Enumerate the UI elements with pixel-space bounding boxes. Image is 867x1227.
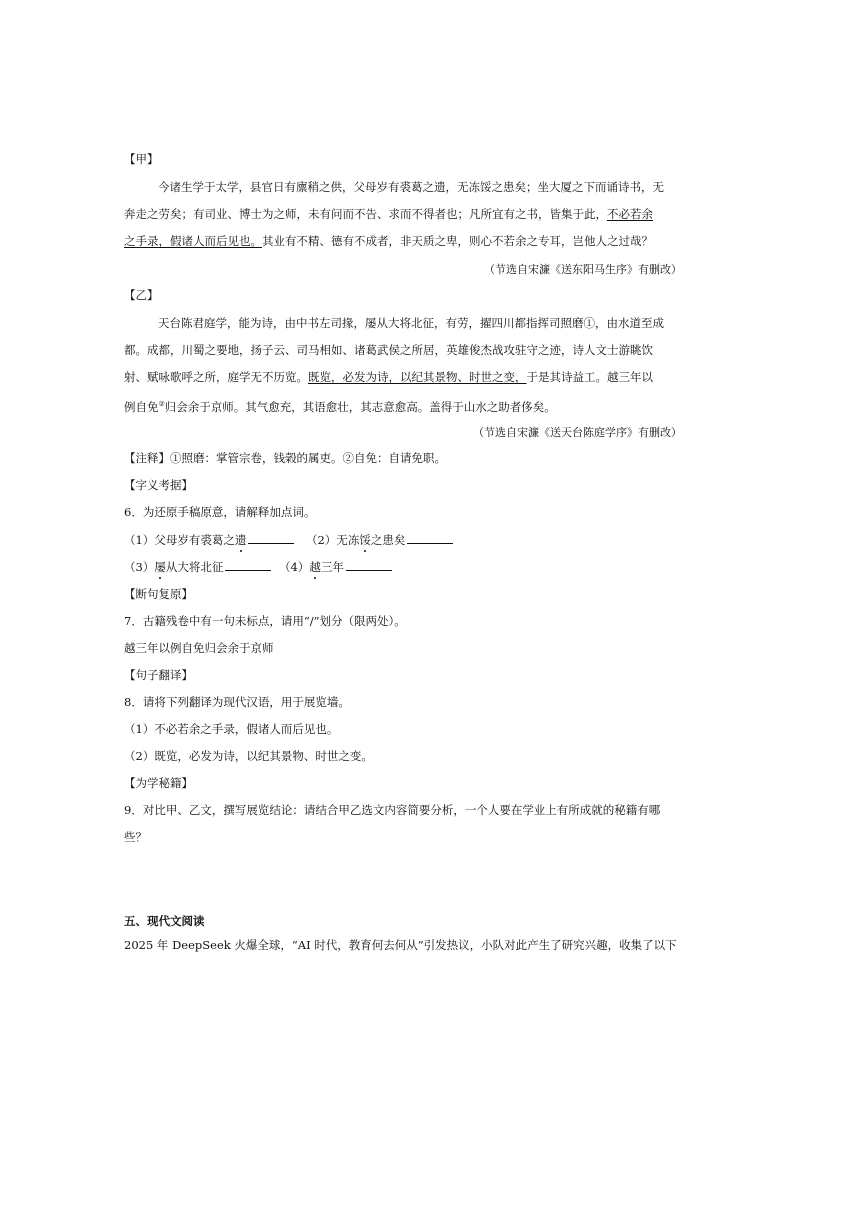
jia-paragraph-line <box>124 234 653 248</box>
section-5-title: 五、现代文阅读 <box>124 914 205 928</box>
q6-item-text: 三年 <box>320 560 344 574</box>
footnote-marker: ② <box>158 400 165 408</box>
yi-source: （节选自宋濂《送天台陈庭学序》有删改） <box>473 426 682 439</box>
yi-paragraph-line <box>124 397 556 414</box>
question-6-item-1 <box>124 532 294 547</box>
yi-paragraph-line: 天台陈君庭学，能为诗，由中书左司掾，屡从大将北征，有劳，擢四川都指挥司照磨①，由水道至成 <box>158 316 664 330</box>
section-5-intro-line: 2025 年 DeepSeek 火爆全球，“AI 时代，教育何去何从”引发热议，小队对此产生了研究兴趣，收集了以下 <box>124 938 677 952</box>
question-6-item-2 <box>306 532 453 547</box>
jia-paragraph-line <box>124 207 653 221</box>
q6-dotted-word: 遗 <box>234 533 247 547</box>
q6-item-text: （1）父母岁有裘葛之 <box>124 533 235 547</box>
yi-text: 例自免 <box>124 399 159 414</box>
jia-underlined-text: 之手录，假诸人而后见也。 <box>124 234 262 248</box>
question-7-stem: 7．古籍残卷中有一句未标点，请用“/”划分（限两处）。 <box>124 614 406 628</box>
question-8-stem: 8．请将下列翻译为现代汉语，用于展览墙。 <box>124 695 350 709</box>
question-8-item-1: （1）不必若余之手录，假诸人而后见也。 <box>124 722 339 736</box>
q6-dotted-word: 越 <box>309 560 321 574</box>
q6-item-text: （3） <box>124 560 155 574</box>
answer-blank[interactable] <box>407 532 453 544</box>
answer-blank[interactable] <box>225 559 271 571</box>
section-ziyi-header: 【字义考据】 <box>124 478 193 492</box>
yi-text: 射、赋咏歌呼之所，庭学无不历览。 <box>124 370 308 384</box>
section-fanyi-header: 【句子翻译】 <box>124 668 193 682</box>
question-9-line: 9．对比甲、乙文，撰写展览结论：请结合甲乙选文内容简要分析，一个人要在学业上有所成就的秘籍有哪 <box>124 803 661 817</box>
jia-source: （节选自宋濂《送东阳马生序》有删改） <box>484 263 682 276</box>
q6-item-text: 之患矣 <box>370 533 406 547</box>
q6-item-text: （2）无冻 <box>306 533 360 547</box>
question-9-line: 些？ <box>124 830 147 844</box>
q6-item-text: 从大将北征 <box>165 560 224 574</box>
question-6-item-3 <box>124 559 271 574</box>
jia-text: 其业有不精、德有不成者，非天质之卑，则心不若余之专耳，岂他人之过哉？ <box>262 234 653 248</box>
yi-text: 归会余于京师。其气愈充，其语愈壮，其志意愈高。盖得于山水之助者侈矣。 <box>164 399 556 414</box>
answer-blank[interactable] <box>248 532 294 544</box>
section-yi-header: 【乙】 <box>124 288 159 302</box>
yi-paragraph-line <box>124 370 653 384</box>
yi-underlined-text: 既览，必发为诗，以纪其景物、时世之变， <box>308 370 527 384</box>
annotation-note: 【注释】①照磨：掌管宗卷，钱榖的属吏。②自免：自请免职。 <box>124 451 446 465</box>
question-6-item-4 <box>279 559 392 574</box>
jia-text: 奔走之劳矣；有司业、博士为之师，未有问而不告、求而不得者也；凡所宜有之书，皆集于此， <box>124 207 607 221</box>
section-miji-header: 【为学秘籍】 <box>124 776 193 790</box>
q6-dotted-word: 馁 <box>359 533 371 547</box>
section-duanju-header: 【断句复原】 <box>124 587 193 601</box>
answer-blank[interactable] <box>346 559 392 571</box>
q6-dotted-word: 屡 <box>154 560 166 574</box>
yi-text: 于是其诗益工。越三年以 <box>526 370 653 384</box>
question-7-text: 越三年以例自免归会余于京师 <box>124 641 274 655</box>
q6-item-text: （4） <box>279 560 310 574</box>
question-6-stem: 6．为还原手稿原意，请解释加点词。 <box>124 505 316 519</box>
yi-paragraph-line: 都。成都，川蜀之要地，扬子云、司马相如、诸葛武侯之所居，英雄俊杰战攻驻守之迹，诗人文士游眺饮 <box>124 343 653 357</box>
jia-paragraph-line: 今诸生学于太学，县官日有廪稍之供，父母岁有裘葛之遗，无冻馁之患矣；坐大厦之下而诵诗书，无 <box>158 180 664 194</box>
jia-underlined-text: 不必若余 <box>607 207 653 221</box>
question-8-item-2: （2）既览，必发为诗，以纪其景物、时世之变。 <box>124 749 373 763</box>
section-jia-header: 【甲】 <box>124 152 159 166</box>
